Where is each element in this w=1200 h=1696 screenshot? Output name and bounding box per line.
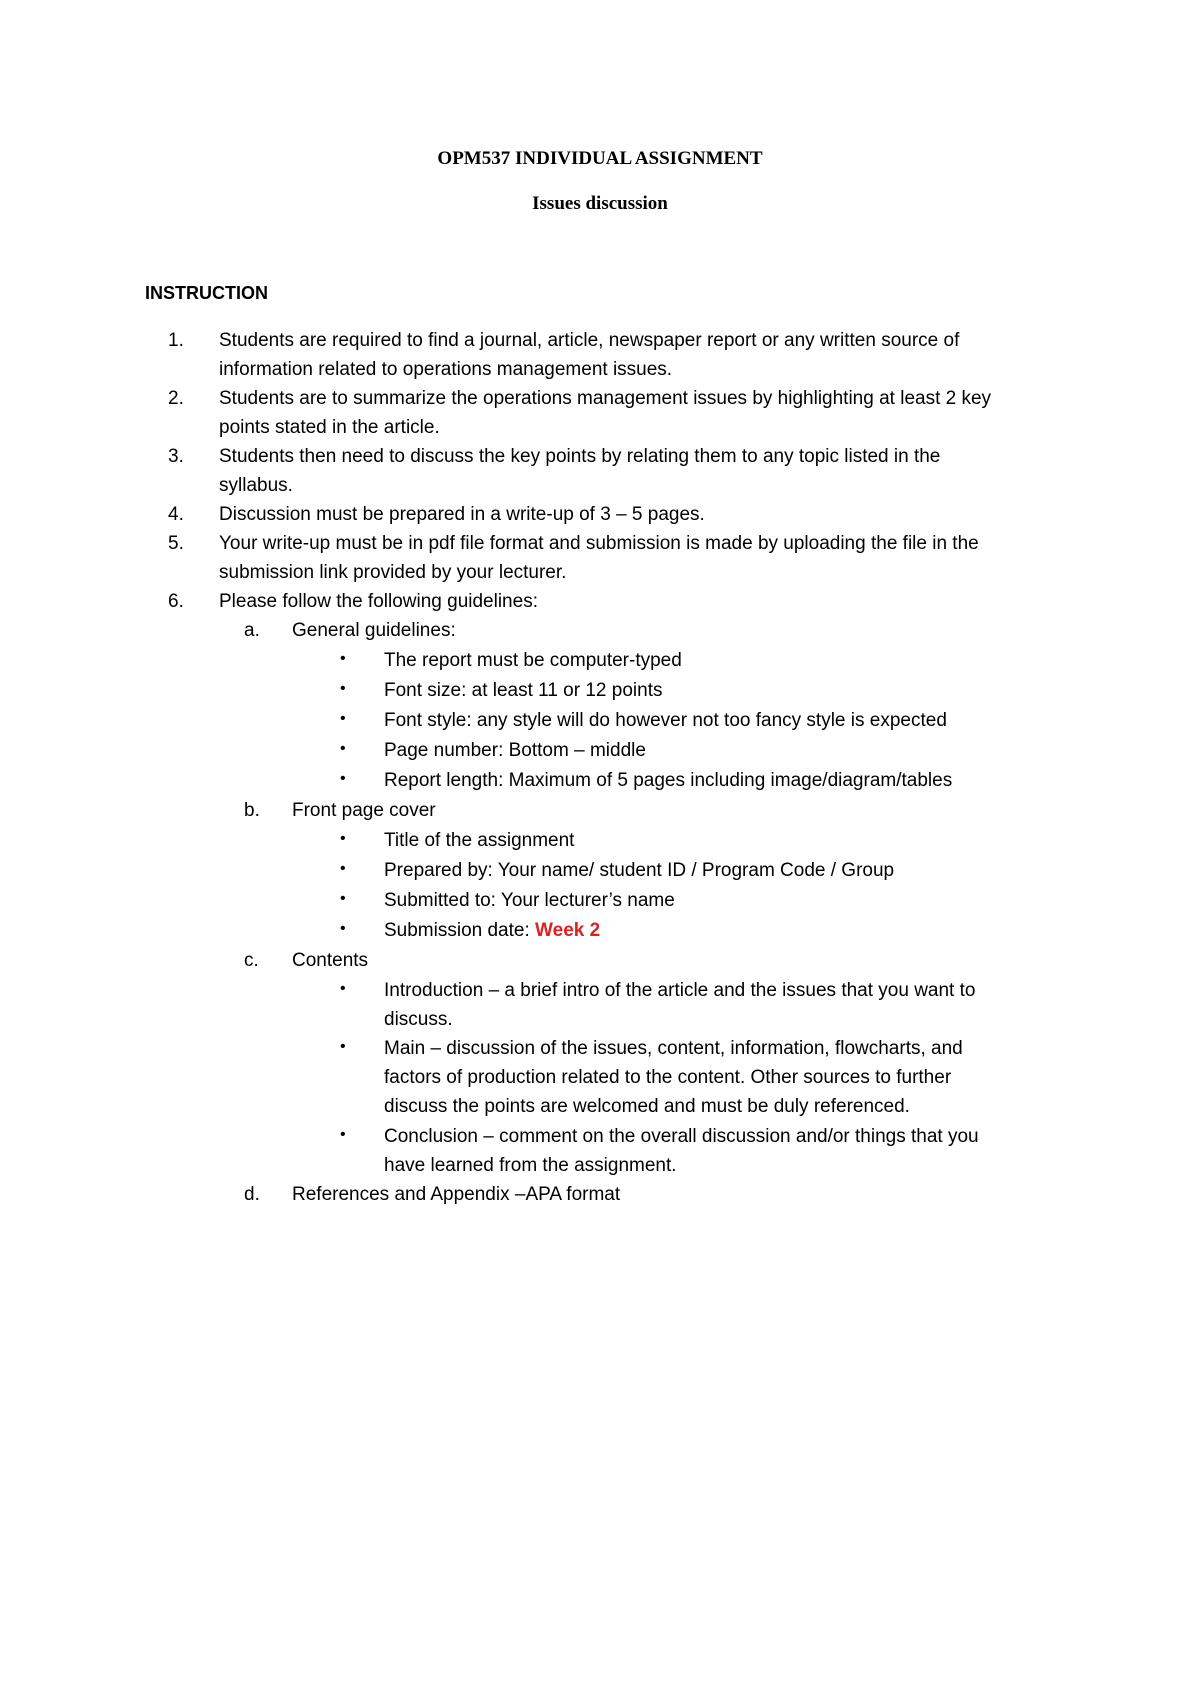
- bullet-text: Font style: any style will do however not too fancy style is expected: [384, 710, 947, 731]
- list-number: 1.: [168, 330, 184, 351]
- sublist-text: Contents: [292, 950, 369, 971]
- bullet-text: Font size: at least 11 or 12 points: [384, 680, 663, 701]
- bullet-text: factors of production related to the content. Other sources to further: [384, 1067, 952, 1088]
- bullet-text: discuss.: [384, 1009, 453, 1030]
- list-item-text: Students then need to discuss the key points by relating them to any topic listed in the: [219, 446, 941, 467]
- sublist-letter: a.: [244, 620, 260, 641]
- bullet-icon: •: [340, 710, 346, 727]
- list-item-text: Students are required to find a journal, article, newspaper report or any written source of: [219, 330, 960, 351]
- list-item-text: Students are to summarize the operations management issues by highlighting at least 2 key: [219, 388, 992, 409]
- list-item-text: information related to operations management issues.: [219, 359, 673, 380]
- bullet-icon: •: [340, 1126, 346, 1143]
- sublist-text: Front page cover: [292, 800, 436, 821]
- submission-date-label: Submission date:: [384, 920, 536, 941]
- sublist-letter: b.: [244, 800, 260, 821]
- bullet-icon: •: [340, 890, 346, 907]
- bullet-icon: •: [340, 920, 346, 937]
- bullet-text: The report must be computer-typed: [384, 650, 682, 671]
- bullet-text: Submitted to: Your lecturer’s name: [384, 890, 675, 911]
- bullet-icon: •: [340, 680, 346, 697]
- list-item-text: syllabus.: [219, 475, 293, 496]
- bullet-icon: •: [340, 980, 346, 997]
- list-item-text: Discussion must be prepared in a write-up of 3 – 5 pages.: [219, 504, 705, 525]
- bullet-text: Title of the assignment: [384, 830, 575, 851]
- sublist-text: References and Appendix –APA format: [292, 1184, 621, 1205]
- document-subtitle: Issues discussion: [532, 193, 668, 214]
- bullet-icon: •: [340, 770, 346, 787]
- submission-date-line: [384, 920, 600, 942]
- section-heading: INSTRUCTION: [145, 283, 268, 303]
- bullet-text: Report length: Maximum of 5 pages including image/diagram/tables: [384, 770, 953, 791]
- list-number: 3.: [168, 446, 184, 467]
- bullet-text: Conclusion – comment on the overall discussion and/or things that you: [384, 1126, 979, 1147]
- bullet-text: discuss the points are welcomed and must be duly referenced.: [384, 1096, 910, 1117]
- bullet-text: Prepared by: Your name/ student ID / Program Code / Group: [384, 860, 895, 881]
- bullet-text: Page number: Bottom – middle: [384, 740, 646, 761]
- list-item-text: Please follow the following guidelines:: [219, 591, 538, 612]
- list-number: 4.: [168, 504, 184, 525]
- bullet-icon: •: [340, 650, 346, 667]
- bullet-icon: •: [340, 1038, 346, 1055]
- sublist-letter: d.: [244, 1184, 260, 1205]
- sublist-text: General guidelines:: [292, 620, 456, 641]
- bullet-icon: •: [340, 860, 346, 877]
- submission-date-value: Week 2: [535, 920, 601, 941]
- list-number: 6.: [168, 591, 184, 612]
- list-number: 2.: [168, 388, 184, 409]
- bullet-icon: •: [340, 740, 346, 757]
- sublist-letter: c.: [244, 950, 259, 971]
- bullet-text: have learned from the assignment.: [384, 1155, 677, 1176]
- bullet-icon: •: [340, 830, 346, 847]
- list-item-text: Your write-up must be in pdf file format and submission is made by uploading the file in the: [219, 533, 979, 554]
- list-item-text: submission link provided by your lecturer.: [219, 562, 567, 583]
- bullet-text: Main – discussion of the issues, content, information, flowcharts, and: [384, 1038, 963, 1059]
- bullet-text: Introduction – a brief intro of the article and the issues that you want to: [384, 980, 976, 1001]
- document-title: OPM537 INDIVIDUAL ASSIGNMENT: [437, 148, 763, 169]
- list-item-text: points stated in the article.: [219, 417, 440, 438]
- list-number: 5.: [168, 533, 184, 554]
